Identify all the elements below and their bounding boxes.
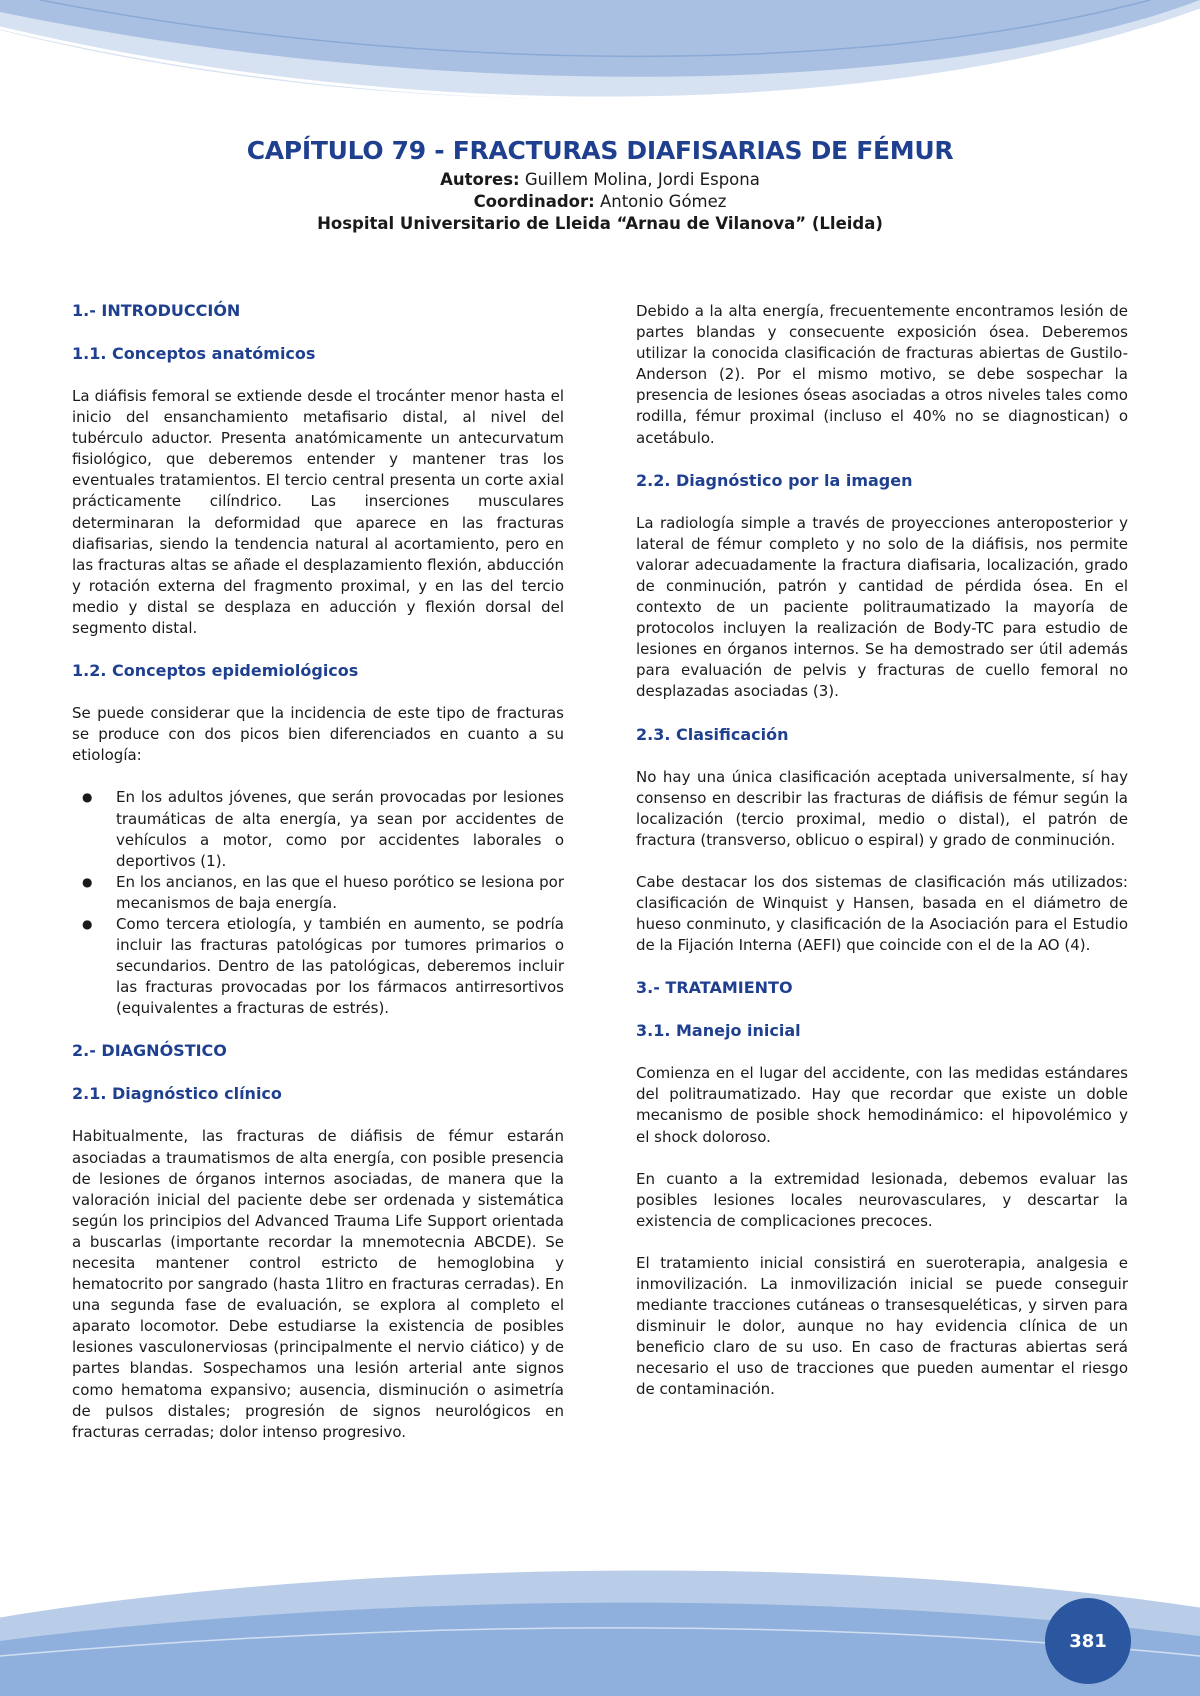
left-column [72,300,564,1464]
coordinator-line [0,191,1200,213]
paragraph-clasificacion-1: No hay una única clasificación aceptada universalmente, sí hay consenso en describir las fracturas de diáfisis de fémur según la localización (tercio proximal, medio o distal), el patrón de fractura (transverso, oblicuo o espiral) y grado de conminución. [636,767,1128,849]
paragraph-clasificacion-2: Cabe destacar los dos sistemas de clasificación más utilizados: clasificación de Winquist y Hansen, basada en el diámetro de hueso conminuto, y clasificación de la Asociación para el Estudio de la Fijación Interna (AEFI) que coincide con el de la AO (4). [636,872,1128,955]
page-number-badge: 381 [1045,1598,1131,1684]
top-wave-decoration [0,0,1200,120]
right-column [636,301,1128,1422]
coordinator-label: Coordinador: [473,192,595,211]
title-block [0,133,1200,235]
paragraph-imagen: La radiología simple a través de proyecciones anteroposterior y lateral de fémur completo y no solo de la diáfisis, nos permite valorar adecuadamente la fractura diafisaria, localización, grado de conminución, patrón y cantidad de pérdida ósea. En el contexto de un paciente politraumatizado la mayoría de protocolos incluyen la realización de Body-TC para estudio de lesiones en órganos internos. Se ha demostrado ser útil además para evaluación de pelvis y fracturas de cuello femoral no desplazadas asociadas (3). [636,513,1128,701]
paragraph-manejo-3: El tratamiento inicial consistirá en sueroterapia, analgesia e inmovilización. La inmovilización inicial se puede conseguir mediante tracciones cutáneas o transesqueléticas, y sirven para disminuir le dolor, aunque no hay evidencia clínica de un beneficio claro de su uso. En caso de fracturas abiertas será necesario el uso de tracciones que pueden aumentar el riesgo de contaminación. [636,1253,1128,1399]
paragraph-diagnostico-clinico: Habitualmente, las fracturas de diáfisis de fémur estarán asociadas a traumatismos de alta energía, con posible presencia de lesiones de órganos internos asociadas, de manera que la valoración inicial del paciente debe ser ordenada y sistemática según los principios del Advanced Trauma Life Support orientada a buscarlas (importante recordar la mnemotecnia ABCDE). Se necesita mantener control estricto de hemoglobina y hematocrito por sangrado (hasta 1litro en fracturas cerradas). En una segunda fase de evaluación, se explora al completo el aparato locomotor. Debe estudiarse la existencia de posibles lesiones vasculonerviosas (principalmente el nervio ciático) y de partes blandas. Sospechamos una lesión arterial ante signos como hematoma expansivo; ausencia, disminución o asimetría de pulsos distales; progresión de signos neurológicos en fracturas cerradas; dolor intenso progresivo. [72,1127,564,1441]
hospital-line: Hospital Universitario de Lleida “Arnau de Vilanova” (Lleida) [317,214,883,233]
paragraph-manejo-2: En cuanto a la extremidad lesionada, debemos evaluar las posibles lesiones locales neurovasculares, y descartar la existencia de complicaciones precoces. [636,1169,1128,1230]
section-heading-introduccion: 1.- INTRODUCCIÓN [72,301,241,320]
subsection-heading-manejo-inicial: 3.1. Manejo inicial [636,1021,801,1041]
list-item: ● Como tercera etiología, y también en aumento, se podría incluir las fracturas patológicas por tumores primarios o secundarios. Dentro de las patológicas, deberemos incluir las fracturas provocadas por los fármacos antirresortivos (equivalentes a fracturas de estrés). [72,914,564,1019]
subsection-heading-anatomicos: 1.1. Conceptos anatómicos [72,344,316,363]
authors-names: Guillem Molina, Jordi Espona [524,170,760,189]
etiology-list [72,787,564,1019]
authors-line [0,169,1200,191]
paragraph-alta-energia: Debido a la alta energía, frecuentemente encontramos lesión de partes blandas y consecuente exposición ósea. Deberemos utilizar la conocida clasificación de fracturas abiertas de Gustilo-Anderson (2). Por el mismo motivo, se debe sospechar la presencia de lesiones óseas asociadas a otros niveles tales como rodilla, fémur proximal (incluso el 40% no se diagnostican) o acetábulo. [636,302,1128,447]
paragraph-manejo-1: Comienza en el lugar del accidente, con las medidas estándares del politraumatizado. Hay que recordar que existe un doble mecanismo de posible shock hemodinámico: el hipovolémico y el shock doloroso. [636,1064,1128,1146]
list-item: ● En los ancianos, en las que el hueso porótico se lesiona por mecanismos de baja energía. [72,872,564,914]
paragraph-epidemiologicos: Se puede considerar que la incidencia de este tipo de fracturas se produce con dos picos bien diferenciados en cuanto a su etiología: [72,704,564,765]
section-heading-diagnostico: 2.- DIAGNÓSTICO [72,1041,227,1061]
paragraph-anatomicos: La diáfisis femoral se extiende desde el trocánter menor hasta el inicio del ensanchamiento metafisario distal, al nivel del tubérculo aductor. Presenta anatómicamente un antecurvatum fisiológico, que deberemos entender y mantener tras los eventuales tratamientos. El tercio central presenta un corte axial prácticamente cilíndrico. Las inserciones musculares determinaran la deformidad que aparece en las fracturas diafisarias, siendo la tendencia natural al acortamiento, pero en las fracturas altas se añade el desplazamiento flexión, abducción y rotación externa del fragmento proximal, y en las del tercio medio y distal se desplaza en aducción y flexión dorsal del segmento distal. [72,387,564,638]
subsection-heading-epidemiologicos: 1.2. Conceptos epidemiológicos [72,661,359,681]
subsection-heading-clasificacion: 2.3. Clasificación [636,724,789,744]
bottom-wave-decoration [0,1546,1200,1696]
subsection-heading-imagen: 2.2. Diagnóstico por la imagen [636,470,913,490]
authors-label: Autores: [440,170,520,189]
subsection-heading-diagnostico-clinico: 2.1. Diagnóstico clínico [72,1084,282,1104]
list-item: ● En los adultos jóvenes, que serán provocadas por lesiones traumáticas de alta energía, ya sean por accidentes de vehículos a motor, como por accidentes laborales o deportivos (1). [72,787,564,871]
chapter-title: CAPÍTULO 79 - FRACTURAS DIAFISARIAS DE FÉMUR [246,136,954,165]
coordinator-name: Antonio Gómez [599,192,727,211]
section-heading-tratamiento: 3.- TRATAMIENTO [636,978,793,998]
